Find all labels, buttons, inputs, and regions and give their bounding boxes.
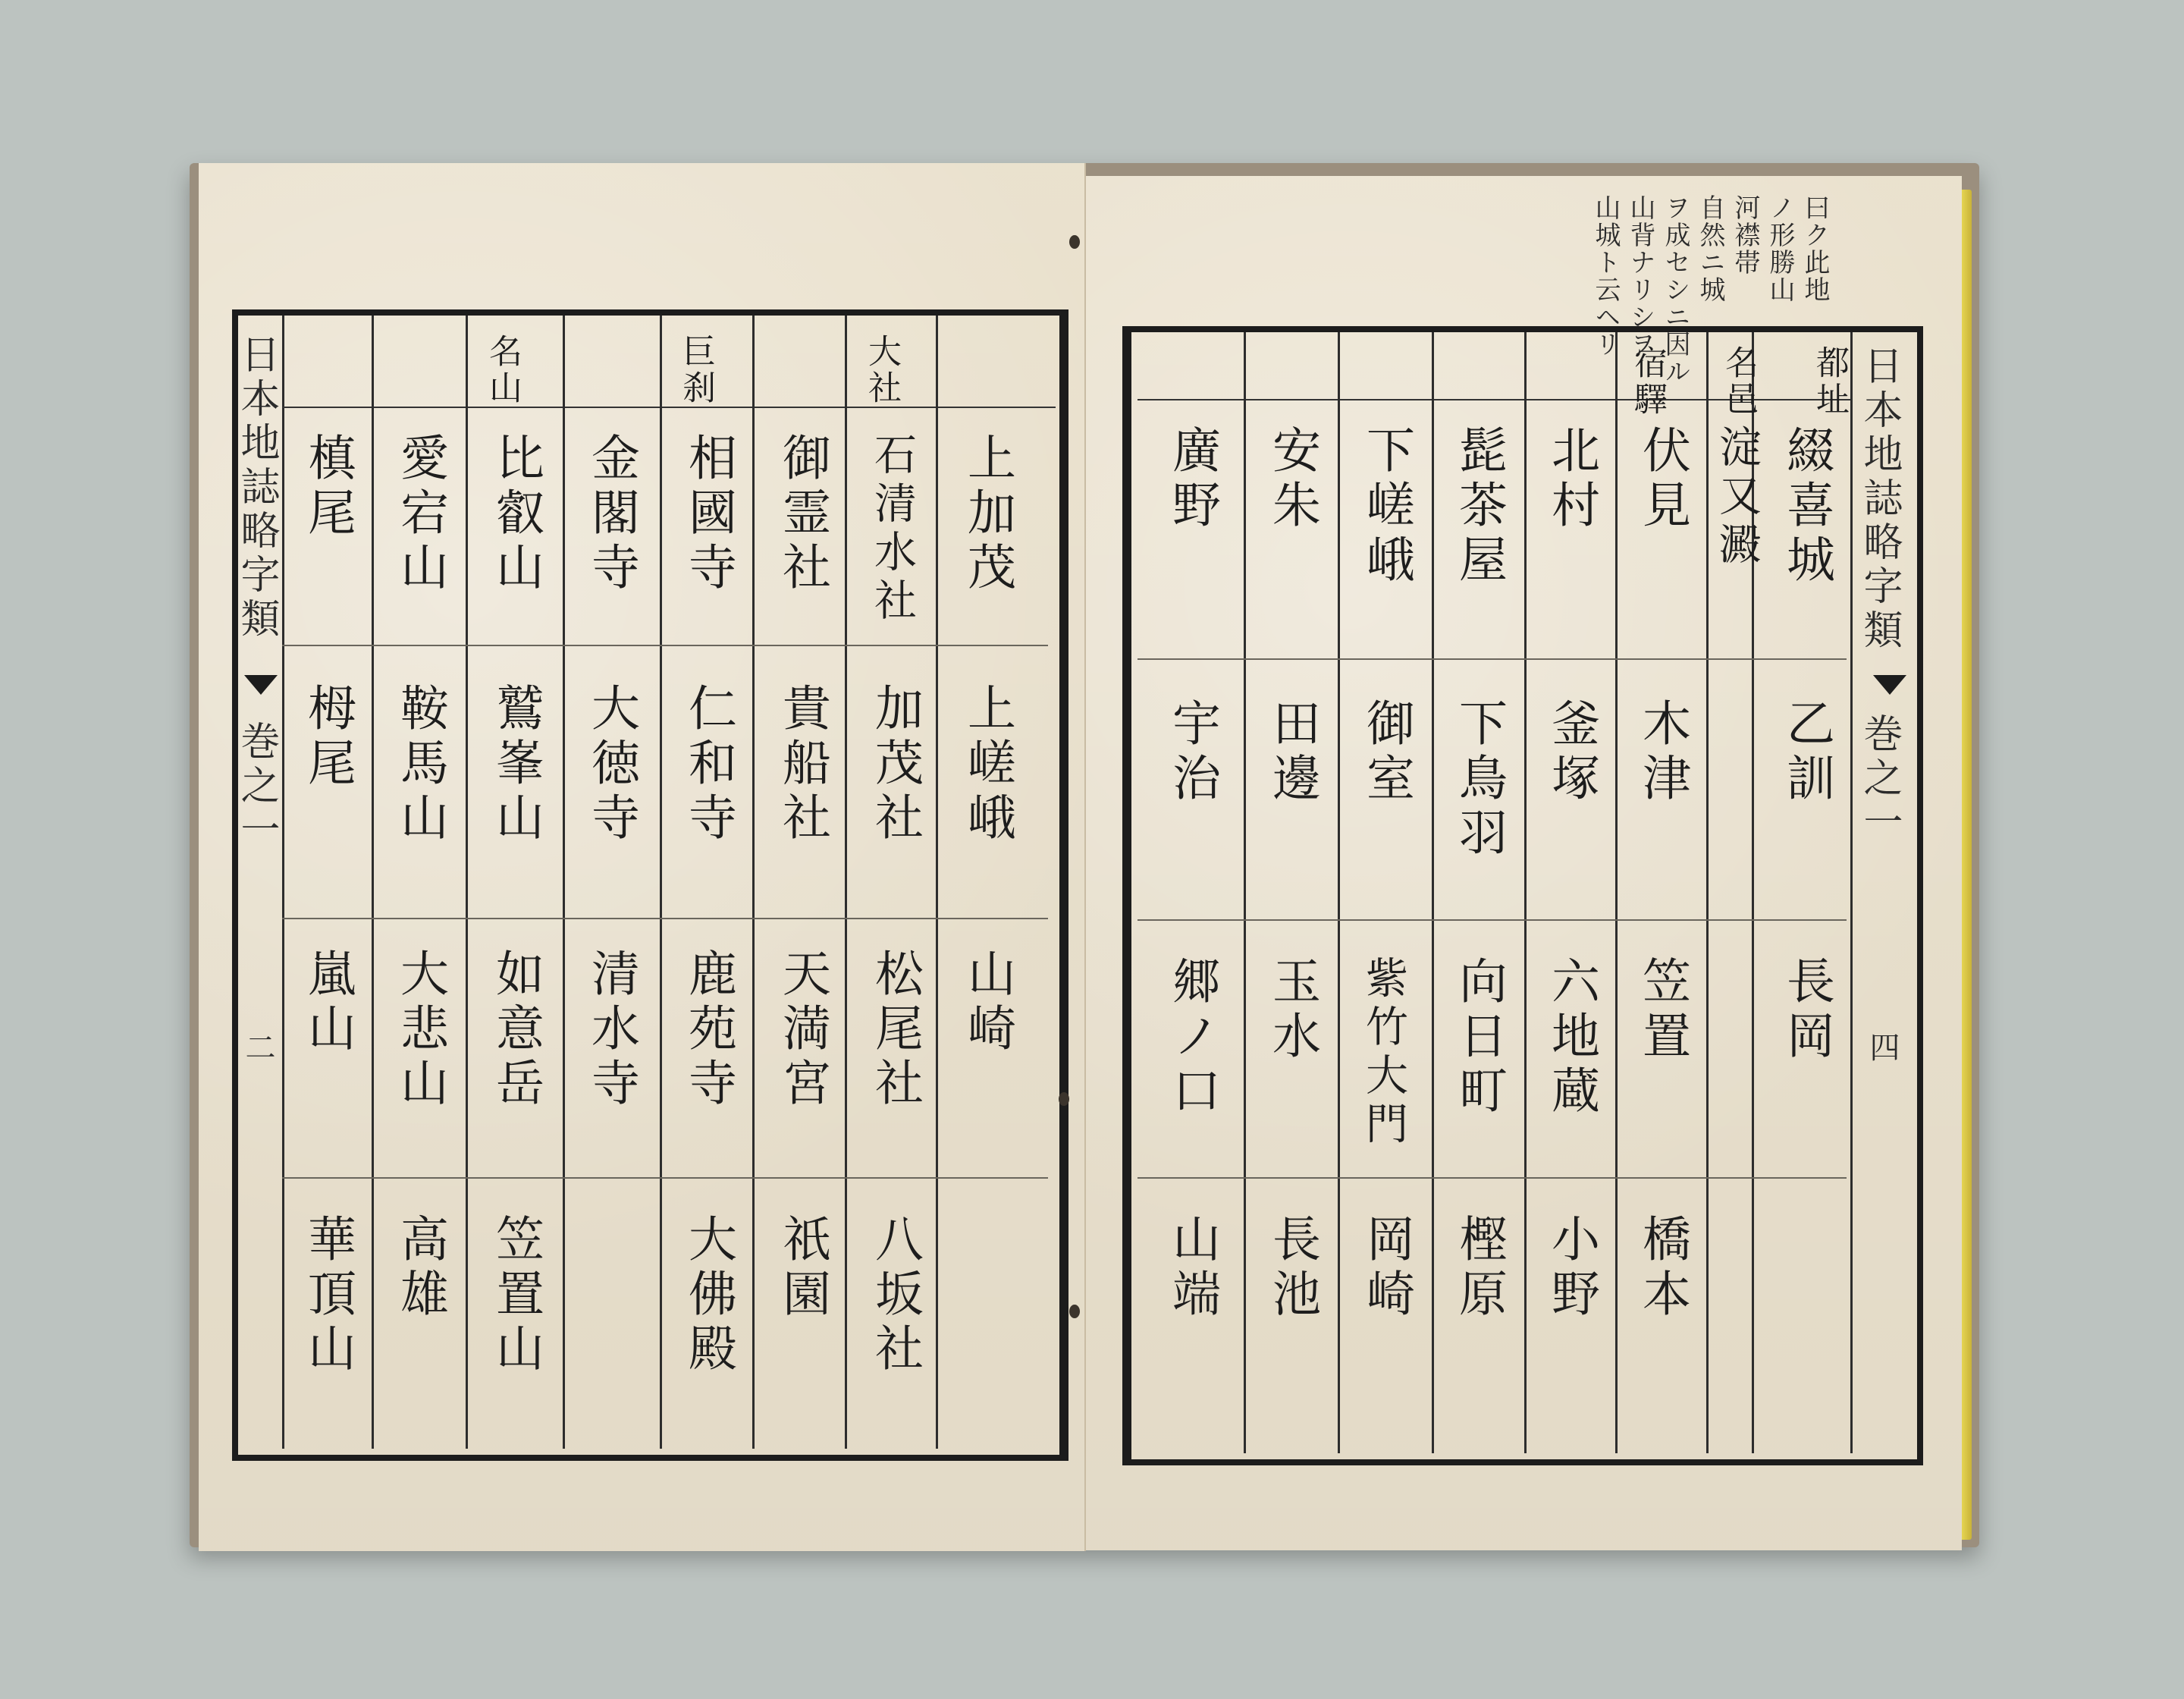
right-fishtail-mark (1873, 675, 1906, 695)
right-title-rule (1850, 332, 1853, 1453)
category-temple: 巨刹 (676, 334, 715, 407)
col-rule (1615, 332, 1618, 1453)
entry: 金閣寺 (583, 432, 639, 596)
entry: 貴船社 (774, 683, 830, 846)
col-rule (466, 316, 468, 1449)
entry: 郷ノ口 (1164, 956, 1220, 1120)
entry: 鞍馬山 (392, 683, 448, 846)
left-fishtail-mark (244, 675, 278, 695)
left-title-rule (282, 316, 284, 1449)
col-rule (752, 316, 755, 1449)
entry: 宇治 (1164, 698, 1220, 807)
category-shrine: 大社 (862, 334, 901, 407)
left-page-frame (232, 309, 1068, 1461)
annotation-line: ヲ成セシニ因ル (1660, 194, 1690, 385)
entry: 田邊 (1264, 698, 1320, 807)
annotation-line: 曰ク此地 (1800, 194, 1830, 303)
entry: 大佛殿 (680, 1214, 736, 1377)
entry: 淀又澱 (1712, 425, 1762, 570)
category-capital: 都址 (1810, 345, 1849, 418)
col-rule (372, 316, 374, 1449)
entry: 松尾社 (867, 948, 923, 1112)
entry: 石清水社 (868, 432, 917, 627)
entry: 髭茶屋 (1451, 425, 1507, 589)
entry: 紫竹大門 (1359, 956, 1408, 1150)
entry: 鹿苑寺 (680, 948, 736, 1112)
entry: 上加茂 (959, 432, 1015, 596)
row-rule (282, 645, 1048, 646)
binding-hole (1059, 1092, 1069, 1106)
entry: 高雄 (392, 1214, 448, 1323)
entry: 比叡山 (488, 432, 544, 596)
entry: 大徳寺 (583, 683, 639, 846)
annotation-line: 山城ト云ヘリ (1590, 194, 1621, 358)
entry: 橋本 (1634, 1214, 1690, 1323)
entry: 釜塚 (1543, 698, 1599, 807)
col-rule (660, 316, 662, 1449)
entry: 山端 (1164, 1214, 1220, 1323)
entry: 栂尾 (300, 683, 356, 792)
col-rule (563, 316, 565, 1449)
entry: 安朱 (1264, 425, 1320, 534)
col-rule (845, 316, 847, 1449)
col-rule (1706, 332, 1709, 1453)
entry: 山崎 (959, 948, 1015, 1057)
right-volume-label: 巻之一 (1856, 713, 1902, 845)
left-volume-label: 巻之一 (234, 721, 279, 853)
entry: 小野 (1543, 1214, 1599, 1323)
col-rule (936, 316, 938, 1449)
entry: 廣野 (1164, 425, 1220, 534)
entry: 天満宮 (774, 948, 830, 1112)
entry: 槙尾 (300, 432, 356, 542)
col-rule (1432, 332, 1434, 1453)
entry: 伏見 (1634, 425, 1690, 534)
row-rule (1138, 658, 1847, 660)
left-margin-title: 日本地誌略字類 (234, 334, 279, 642)
right-page-number: 四 (1865, 1032, 1900, 1068)
entry: 清水寺 (583, 948, 639, 1112)
annotation-line: 自然ニ城 (1695, 194, 1725, 303)
row-rule (282, 918, 1048, 919)
entry: 北村 (1543, 425, 1599, 534)
entry: 向日町 (1451, 956, 1507, 1120)
entry: 嵐山 (300, 948, 356, 1057)
left-page-number: 二 (240, 1032, 275, 1068)
entry: 加茂社 (867, 683, 923, 846)
entry: 六地蔵 (1543, 956, 1599, 1120)
entry: 乙訓 (1778, 698, 1834, 807)
entry: 岡崎 (1358, 1214, 1414, 1323)
entry: 下鳥羽 (1451, 698, 1507, 862)
category-station: 宿驛 (1628, 345, 1667, 418)
entry: 如意岳 (488, 948, 544, 1112)
entry: 御室 (1358, 698, 1414, 807)
entry: 上嵯峨 (959, 683, 1015, 846)
entry: 樫原 (1451, 1214, 1507, 1323)
entry: 華頂山 (300, 1214, 356, 1377)
category-mountain: 名山 (483, 334, 522, 407)
entry: 玉水 (1264, 956, 1320, 1065)
entry: 仁和寺 (680, 683, 736, 846)
left-header-rule (282, 407, 1056, 408)
entry: 笠置 (1634, 956, 1690, 1065)
row-rule (282, 1177, 1048, 1179)
row-rule (1138, 1177, 1847, 1179)
entry: 長池 (1264, 1214, 1320, 1323)
annotation-line: ノ形勝山 (1765, 194, 1795, 303)
entry: 祇園 (774, 1214, 830, 1323)
binding-hole (1069, 235, 1080, 249)
annotation-line: 河襟帯 (1730, 194, 1760, 276)
row-rule (1138, 919, 1847, 921)
binding-hole (1069, 1305, 1080, 1318)
entry: 相國寺 (680, 432, 736, 596)
entry: 御霊社 (774, 432, 830, 596)
annotation-line: 山背ナリシヲ (1625, 194, 1655, 358)
col-rule (1524, 332, 1527, 1453)
right-margin-title: 日本地誌略字類 (1856, 345, 1902, 653)
entry: 木津 (1634, 698, 1690, 807)
entry: 大悲山 (392, 948, 448, 1112)
entry: 鷲峯山 (488, 683, 544, 846)
entry: 綴喜城 (1778, 425, 1834, 589)
entry: 笠置山 (488, 1214, 544, 1377)
category-town: 名邑 (1719, 345, 1758, 418)
col-rule (1244, 332, 1246, 1453)
col-rule (1338, 332, 1340, 1453)
entry: 長岡 (1778, 956, 1834, 1065)
entry: 下嵯峨 (1358, 425, 1414, 589)
entry: 八坂社 (867, 1214, 923, 1377)
entry: 愛宕山 (392, 432, 448, 596)
